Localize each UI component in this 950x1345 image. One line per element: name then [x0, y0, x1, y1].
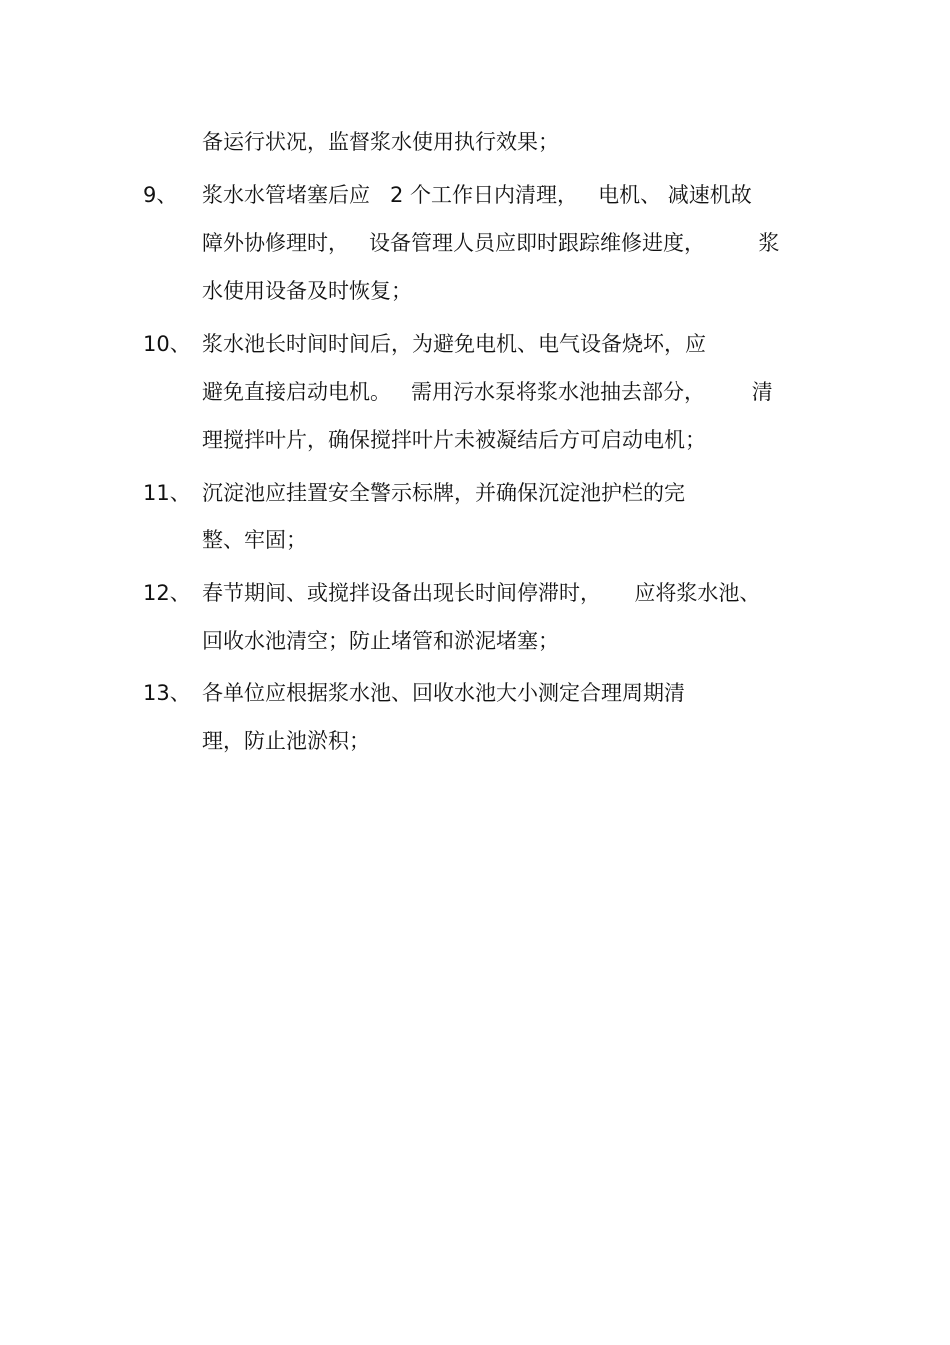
text-line	[0, 127, 950, 157]
line-text: 备运行状况，监督浆水使用执行效果；	[202, 130, 559, 154]
text-line	[0, 525, 950, 555]
list-item-10	[0, 329, 950, 359]
line-text: 避免直接启动电机。 需用污水泵将浆水池抽去部分， 清	[202, 380, 773, 404]
text-line	[0, 425, 950, 455]
line-text: 水使用设备及时恢复；	[202, 279, 412, 303]
list-item-11	[0, 478, 950, 508]
item-number: 13、	[143, 681, 191, 705]
line-text: 春节期间、或搅拌设备出现长时间停滞时， 应将浆水池、	[202, 581, 761, 605]
text-line	[0, 276, 950, 306]
line-text: 浆水水管堵塞后应 2 个工作日内清理， 电机、 减速机故	[202, 183, 752, 207]
item-number: 12、	[143, 581, 191, 605]
line-text: 障外协修理时， 设备管理人员应即时跟踪维修进度， 浆	[202, 231, 780, 255]
line-text: 沉淀池应挂置安全警示标牌，并确保沉淀池护栏的完	[202, 481, 685, 505]
item-number: 10、	[143, 332, 191, 356]
list-item-13	[0, 678, 950, 708]
line-text: 浆水池长时间时间后，为避免电机、电气设备烧坏，应	[202, 332, 706, 356]
text-line	[0, 726, 950, 756]
line-text: 回收水池清空；防止堵管和淤泥堵塞；	[202, 629, 559, 653]
line-text: 各单位应根据浆水池、回收水池大小测定合理周期清	[202, 681, 685, 705]
item-number: 9、	[143, 183, 178, 207]
item-number: 11、	[143, 481, 191, 505]
list-item-12	[0, 578, 950, 608]
list-item-9	[0, 180, 950, 210]
text-line	[0, 377, 950, 407]
line-text: 整、牢固；	[202, 528, 307, 552]
line-text: 理，防止池淤积；	[202, 729, 370, 753]
text-line	[0, 626, 950, 656]
text-line	[0, 228, 950, 258]
line-text: 理搅拌叶片，确保搅拌叶片未被凝结后方可启动电机；	[202, 428, 706, 452]
